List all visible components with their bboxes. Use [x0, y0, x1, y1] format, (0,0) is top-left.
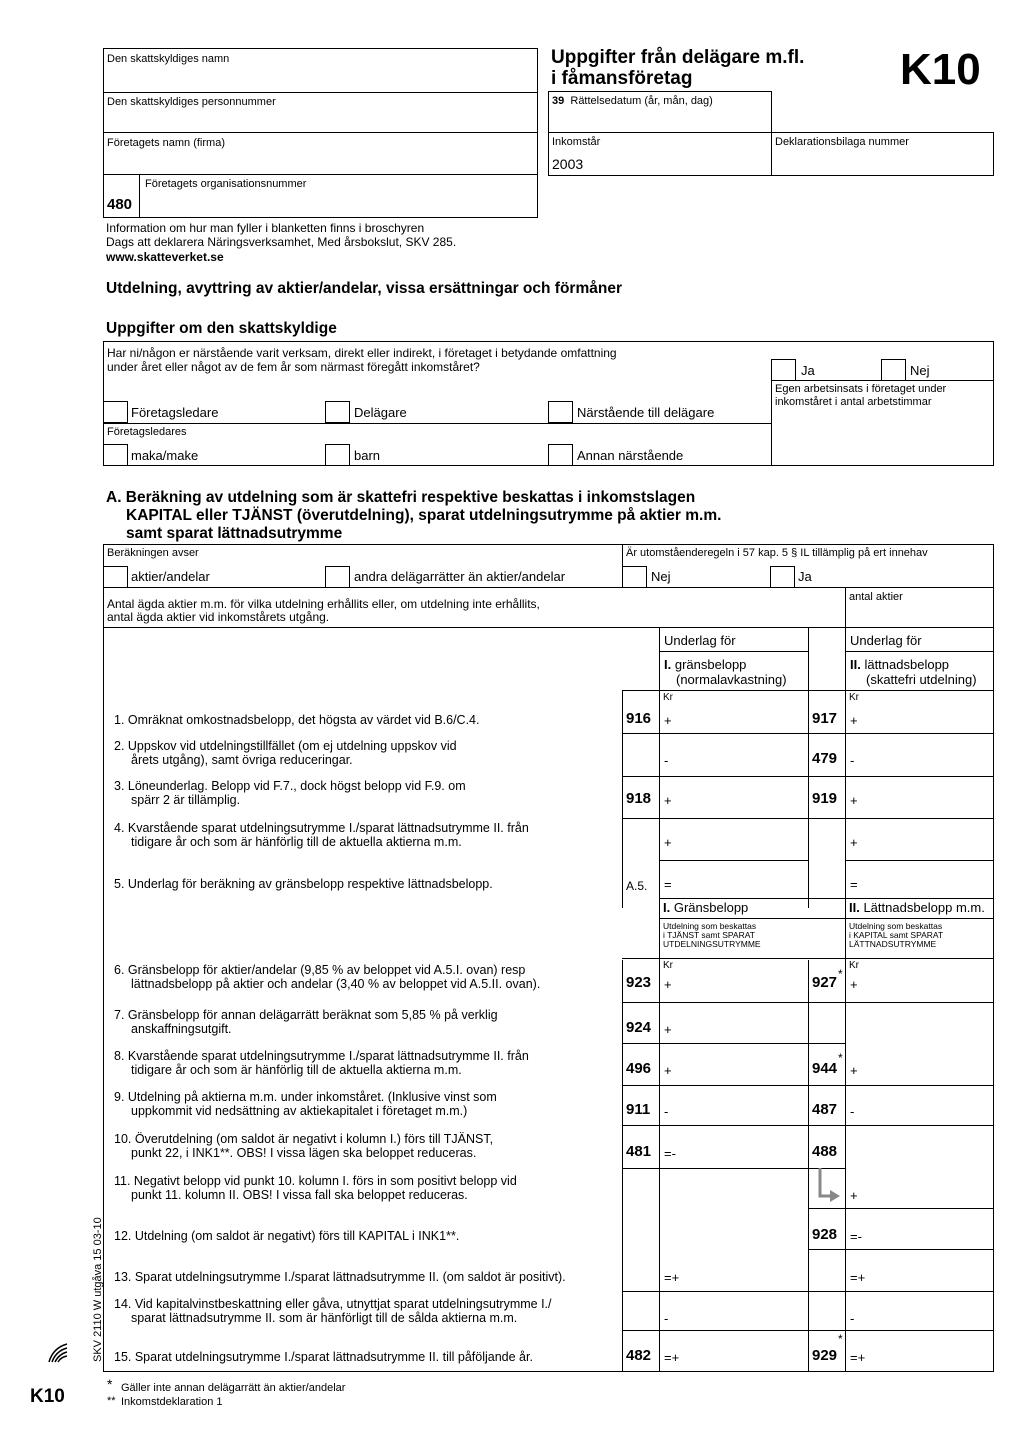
- kr-3: Kr: [663, 960, 673, 971]
- antal-line2: antal ägda aktier vid inkomstårets utgång.: [107, 610, 330, 624]
- row-7-text-1: 7. Gränsbelopp för annan delägarrätt beräknat som 5,85 % på verklig: [114, 1008, 498, 1022]
- footnote-dstar: **: [107, 1395, 116, 1407]
- row-1-text-1: 1. Omräknat omkostnadsbelopp, det högsta av värdet vid B.6/C.4.: [114, 713, 480, 727]
- row-9-code-2: 487: [812, 1101, 838, 1118]
- row-6-col1-input[interactable]: +: [664, 977, 672, 992]
- row-4-text-1: 4. Kvarstående sparat utdelningsutrymme I./sparat lättnadsutrymme II. från: [114, 821, 529, 835]
- row-14-col2-input[interactable]: -: [850, 1311, 855, 1326]
- rattelse-label: 39 Rättelsedatum (år, mån, dag): [552, 95, 713, 107]
- foretagsledares-label: Företagsledares: [107, 426, 187, 438]
- utom-nej-checkbox[interactable]: [622, 566, 647, 588]
- row-3-text-2: spärr 2 är tillämplig.: [131, 793, 241, 807]
- row-5-col1-input[interactable]: =: [664, 877, 672, 892]
- row-8-col1-input[interactable]: +: [664, 1063, 672, 1078]
- col2-lb-header: II. Lättnadsbelopp m.m.: [849, 900, 985, 915]
- section-a-heading-1: A. Beräkning av utdelning som är skattefri respektive beskattas i inkomstslagen: [106, 489, 696, 506]
- berakning-label: Beräkningen avser: [107, 547, 199, 559]
- row-3-code-1: 918: [626, 790, 652, 807]
- row-14-col1-input[interactable]: -: [664, 1311, 669, 1326]
- row-3-text-1: 3. Löneunderlag. Belopp vid F.7., dock högst belopp vid F.9. om: [114, 779, 466, 793]
- row-10-col1-input[interactable]: =-: [664, 1146, 676, 1161]
- row-2-col2-input[interactable]: -: [850, 753, 855, 768]
- kr-1: Kr: [663, 692, 673, 703]
- utom-ja-label: Ja: [798, 569, 812, 584]
- kr-4: Kr: [849, 960, 859, 971]
- delagare-checkbox[interactable]: [325, 401, 350, 423]
- info-link[interactable]: www.skatteverket.se: [106, 250, 224, 264]
- inkomstar-label: Inkomstår: [552, 136, 601, 148]
- form-title-1: Uppgifter från delägare m.fl.: [551, 47, 805, 68]
- row-2-text-1: 2. Uppskov vid utdelningstillfället (om ej utdelning uppskov vid: [114, 739, 457, 753]
- footnote-star-text: Gäller inte annan delägarrätt än aktier/andelar: [121, 1382, 346, 1394]
- row-7-col1-input[interactable]: +: [664, 1022, 672, 1037]
- col2-lb-sub1: Utdelning som beskattas: [849, 921, 943, 931]
- andra-label: andra delägarrätter än aktier/andelar: [354, 569, 566, 584]
- ja-checkbox[interactable]: [771, 359, 796, 381]
- row-2-code-2: 479: [812, 750, 838, 767]
- section-a-heading-3: samt sparat lättnadsutrymme: [126, 525, 343, 542]
- row-15-col1-input[interactable]: =+: [664, 1350, 680, 1365]
- row-8-text-2: tidigare år och som är hänförlig till de aktuella aktierna m.m.: [131, 1063, 462, 1077]
- row-6-col2-input[interactable]: +: [850, 977, 858, 992]
- row-5-col2-input[interactable]: =: [850, 877, 858, 892]
- nej-label: Nej: [910, 363, 930, 378]
- col1-gb-sub2: i TJÄNST samt SPARAT: [663, 930, 755, 940]
- side-text-bottom: SKV 2110 W utgåva 15 03-10: [92, 1217, 104, 1362]
- row-13-col1-input[interactable]: =+: [664, 1270, 680, 1285]
- orgnr-label: Företagets organisationsnummer: [145, 178, 307, 190]
- col1-gb-sub3: UTDELNINGSUTRYMME: [663, 939, 761, 949]
- foretagsledare-label: Företagsledare: [131, 405, 219, 420]
- question-line2: under året eller något av de fem år som närmast föregått inkomståret?: [107, 360, 480, 374]
- row-3-col2-input[interactable]: +: [850, 793, 858, 808]
- row-13-col2-input[interactable]: =+: [850, 1270, 866, 1285]
- row-9-col2-input[interactable]: -: [850, 1104, 855, 1119]
- row-7-text-2: anskaffningsutgift.: [131, 1022, 232, 1036]
- row-2-text-2: årets utgång), samt övriga reduceringar.: [131, 753, 353, 767]
- main-heading: Utdelning, avyttring av aktier/andelar, vissa ersättningar och förmåner: [106, 280, 622, 297]
- antal-aktier-label: antal aktier: [849, 591, 903, 603]
- row-10-code-1: 481: [626, 1143, 652, 1160]
- utomstaende-label: Är utomståenderegeln i 57 kap. 5 § IL tillämplig på ert innehav: [626, 547, 928, 559]
- question-line1: Har ni/någon er närstående varit verksam, direkt eller indirekt, i företaget i betydande omfattning: [107, 346, 617, 360]
- annan-checkbox[interactable]: [548, 444, 573, 466]
- row-4-col1-input[interactable]: +: [664, 835, 672, 850]
- ja-label: Ja: [801, 363, 815, 378]
- col2-header-3: (skattefri utdelning): [866, 672, 977, 687]
- inkomstar-value: 2003: [552, 156, 584, 172]
- form-title-2: i fåmansföretag: [551, 68, 693, 89]
- nej-checkbox[interactable]: [881, 359, 906, 381]
- asterisk-929: *: [838, 1332, 843, 1346]
- form-code: K10: [900, 45, 981, 94]
- row-15-col2-input[interactable]: =+: [850, 1350, 866, 1365]
- row-3-code-2: 919: [812, 790, 838, 807]
- row-1-col2-input[interactable]: +: [850, 713, 858, 728]
- row-8-text-1: 8. Kvarstående sparat utdelningsutrymme I./sparat lättnadsutrymme II. från: [114, 1049, 529, 1063]
- row-1-col1-input[interactable]: +: [664, 713, 672, 728]
- row-10-text-2: punkt 22, i INK1**. OBS! I vissa lägen ska beloppet reduceras.: [131, 1146, 477, 1160]
- row-15-code-1: 482: [626, 1347, 652, 1364]
- row-1-code-1: 916: [626, 710, 652, 727]
- row-6-text-2: lättnadsbelopp på aktier och andelar (3,40 % av beloppet vid A.5.II. ovan).: [131, 977, 541, 991]
- col1-gb-sub1: Utdelning som beskattas: [663, 921, 757, 931]
- row-15-text-1: 15. Sparat utdelningsutrymme I./sparat lättnadsutrymme II. till påföljande år.: [114, 1350, 533, 1364]
- taxpayer-heading: Uppgifter om den skattskyldige: [106, 320, 337, 337]
- footnote-dstar-text: Inkomstdeklaration 1: [121, 1396, 223, 1408]
- row-14-text-1: 14. Vid kapitalvinstbeskattning eller gåva, utnyttjat sparat utdelningsutrymme I./: [114, 1297, 552, 1311]
- andra-checkbox[interactable]: [325, 566, 350, 588]
- info-line2: Dags att deklarera Näringsverksamhet, Med årsbokslut, SKV 285.: [106, 235, 457, 249]
- row-12-col2-input[interactable]: =-: [850, 1229, 862, 1244]
- row-10-text-1: 10. Överutdelning (om saldot är negativt i kolumn I.) förs till TJÄNST,: [114, 1132, 494, 1146]
- col2-header-1: Underlag för: [850, 633, 922, 648]
- row-11-text-1: 11. Negativt belopp vid punkt 10. kolumn I. förs in som positivt belopp vid: [114, 1174, 517, 1188]
- row-2-col1-input[interactable]: -: [664, 753, 669, 768]
- row-11-text-2: punkt 11. kolumn II. OBS! I vissa fall ska beloppet reduceras.: [131, 1188, 468, 1202]
- row-5-text-1: 5. Underlag för beräkning av gränsbelopp respektive lättnadsbelopp.: [114, 877, 493, 891]
- row-9-text-2: uppkommit vid nedsättning av aktiekapitalet i företaget m.m.): [131, 1104, 468, 1118]
- annan-label: Annan närstående: [577, 448, 684, 463]
- row-4-col2-input[interactable]: +: [850, 835, 858, 850]
- row-4-text-2: tidigare år och som är hänförlig till de aktuella aktierna m.m.: [131, 835, 462, 849]
- row-11-col2-input[interactable]: +: [850, 1188, 858, 1203]
- barn-label: barn: [354, 448, 381, 463]
- row-6-text-1: 6. Gränsbelopp för aktier/andelar (9,85 % av beloppet vid A.5.I. ovan) resp: [114, 963, 526, 977]
- bilaga-label: Deklarationsbilaga nummer: [775, 136, 909, 148]
- a5-label: A.5.: [626, 879, 648, 893]
- row-3-col1-input[interactable]: +: [664, 793, 672, 808]
- logo-icon: [47, 1342, 69, 1364]
- section-a-heading-2: KAPITAL eller TJÄNST (överutdelning), sparat utdelningsutrymme på aktier m.m.: [126, 507, 722, 524]
- antal-aktier-input[interactable]: [845, 587, 994, 628]
- row-13-text-1: 13. Sparat utdelningsutrymme I./sparat lättnadsutrymme II. (om saldot är positivt).: [114, 1270, 566, 1284]
- narstaende-label: Närstående till delägare: [577, 405, 715, 420]
- row-12-code-2: 928: [812, 1226, 838, 1243]
- row-9-col1-input[interactable]: -: [664, 1104, 669, 1119]
- asterisk-927: *: [838, 967, 843, 981]
- row-6-code-1: 923: [626, 974, 652, 991]
- row-14-text-2: sparat lättnadsutrymme II. som är hänförligt till de sålda aktierna m.m.: [131, 1311, 518, 1325]
- orgnr-code: 480: [107, 196, 133, 213]
- row-1-code-2: 917: [812, 710, 838, 727]
- col1-header-1: Underlag för: [664, 633, 736, 648]
- utom-ja-checkbox[interactable]: [770, 566, 795, 588]
- kr-2: Kr: [849, 692, 859, 703]
- row-6-code-2: 927: [812, 974, 838, 991]
- name-label: Den skattskyldiges namn: [107, 53, 230, 65]
- row-8-code-2: 944: [812, 1060, 838, 1077]
- maka-label: maka/make: [131, 448, 199, 463]
- row-8-code-1: 496: [626, 1060, 652, 1077]
- work-hours-line1: Egen arbetsinsats i företaget under: [775, 383, 947, 395]
- col2-lb-sub2: i KAPITAL samt SPARAT: [849, 930, 944, 940]
- row-8-col2-input[interactable]: +: [850, 1063, 858, 1078]
- asterisk-944: *: [838, 1051, 843, 1065]
- col2-lb-sub3: LÄTTNADSUTRYMME: [849, 939, 937, 949]
- work-hours-line2: inkomståret i antal arbetstimmar: [775, 396, 932, 408]
- footnote-star: *: [107, 1376, 113, 1392]
- row-9-code-1: 911: [626, 1101, 651, 1118]
- utom-nej-label: Nej: [651, 569, 671, 584]
- antal-line1: Antal ägda aktier m.m. för vilka utdelning erhållits eller, om utdelning inte erhållits,: [107, 597, 540, 611]
- col2-header-2: II. lättnadsbelopp: [850, 657, 950, 672]
- row-15-code-2: 929: [812, 1347, 838, 1364]
- company-label: Företagets namn (firma): [107, 137, 225, 149]
- row-7-code-1: 924: [626, 1019, 652, 1036]
- col1-gb-header: I. Gränsbelopp: [663, 900, 749, 915]
- col1-header-3: (normalavkastning): [676, 672, 787, 687]
- foretagsledare-checkbox[interactable]: [103, 401, 128, 423]
- aktier-checkbox[interactable]: [103, 566, 128, 588]
- row-10-code-2: 488: [812, 1143, 838, 1160]
- maka-checkbox[interactable]: [103, 444, 128, 466]
- aktier-label: aktier/andelar: [131, 569, 210, 584]
- narstaende-checkbox[interactable]: [548, 401, 573, 423]
- col1-header-2: I. gränsbelopp: [664, 657, 747, 672]
- pnr-label: Den skattskyldiges personnummer: [107, 96, 276, 108]
- delagare-label: Delägare: [354, 405, 407, 420]
- barn-checkbox[interactable]: [325, 444, 350, 466]
- arrow-icon: [814, 1168, 844, 1208]
- row-12-text-1: 12. Utdelning (om saldot är negativt) förs till KAPITAL i INK1**.: [114, 1229, 460, 1243]
- row-9-text-1: 9. Utdelning på aktierna m.m. under inkomståret. (Inklusive vinst som: [114, 1090, 497, 1104]
- form-code-bottom: K10: [30, 1386, 65, 1407]
- info-line1: Information om hur man fyller i blanketten finns i broschyren: [106, 221, 425, 235]
